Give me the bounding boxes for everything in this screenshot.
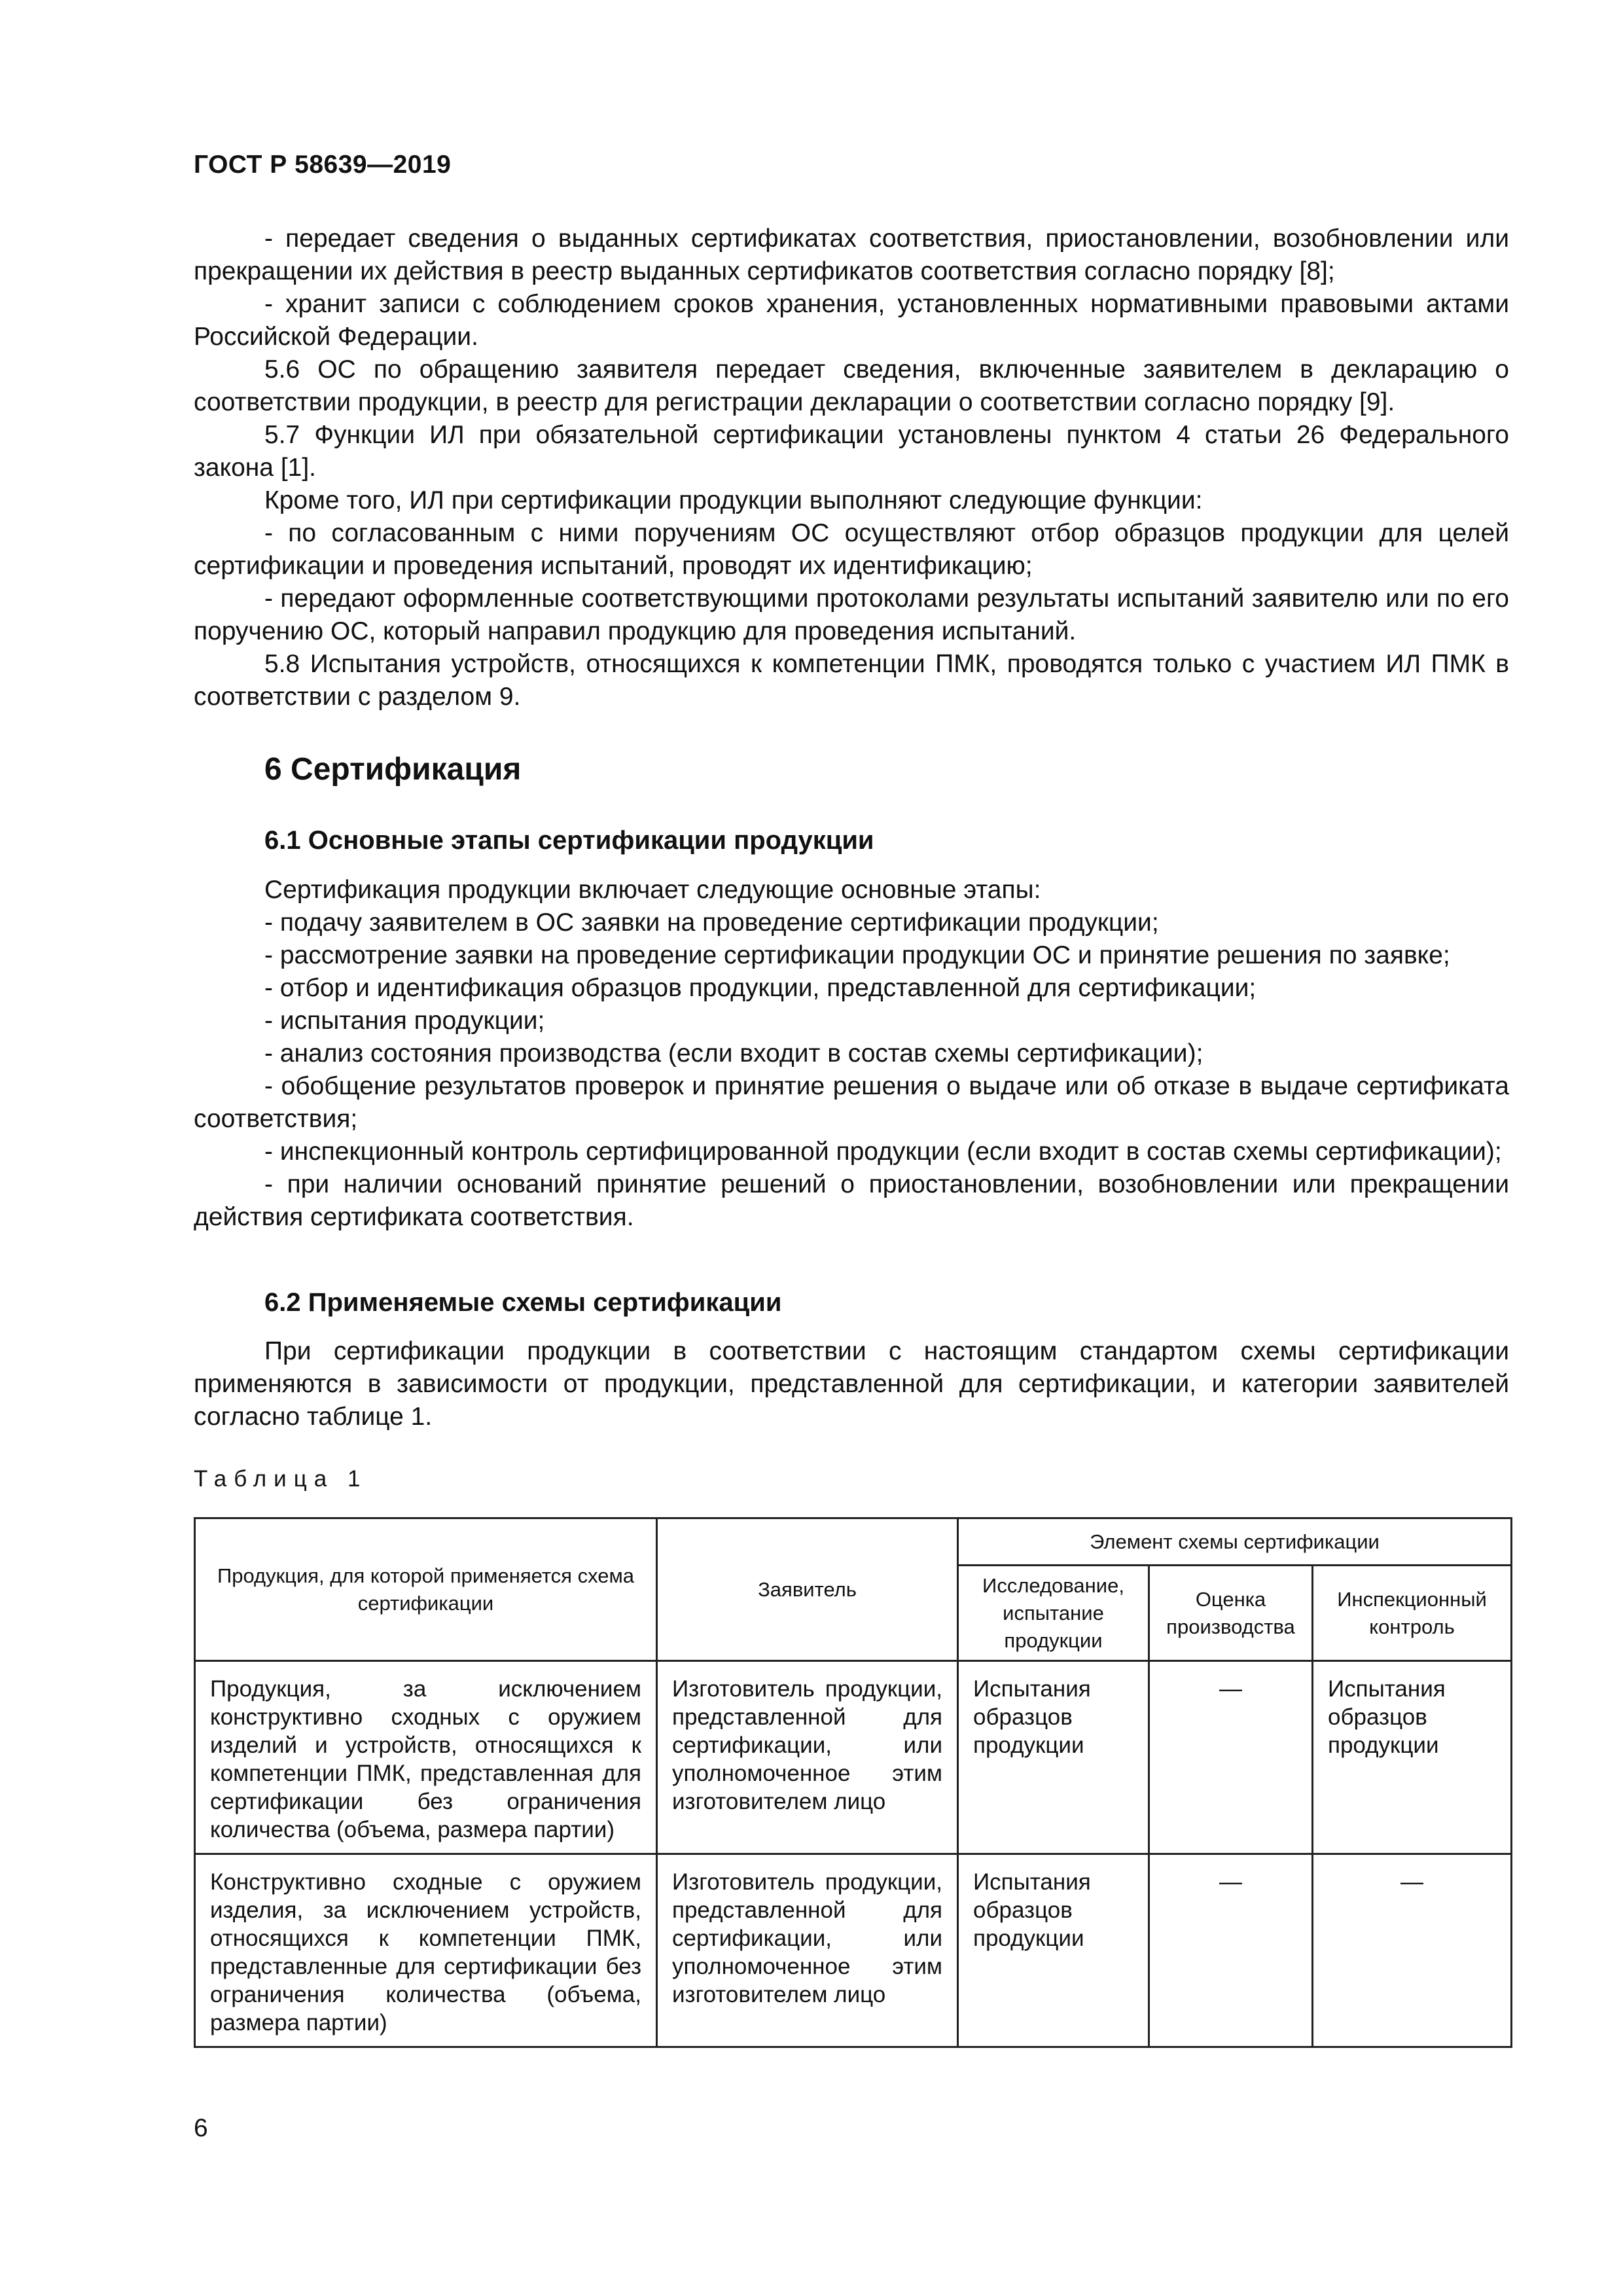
list-item: - обобщение результатов проверок и принятие решения о выдаче или об отказе в выдаче сертификата соответствия; bbox=[194, 1072, 1509, 1133]
header-element-group: Элемент схемы сертификации bbox=[958, 1518, 1512, 1566]
paragraph: При сертификации продукции в соответствии с настоящим стандартом схемы сертификации применяются в зависимости от продукции, представленной для сертификации, и категории заявителей согласно таблице 1. bbox=[194, 1337, 1509, 1431]
header-inspection: Инспекционный контроль bbox=[1313, 1566, 1512, 1661]
paragraph: - передают оформленные соответствующими протоколами результаты испытаний заявителю или по его поручению ОС, который направил продукцию для проведения испытаний. bbox=[194, 584, 1509, 645]
subsection-6-1-heading: 6.1 Основные этапы сертификации продукции bbox=[264, 826, 874, 855]
cell-applicant: Изготовитель продукции, представленной для сертификации, или уполномоченное этим изготовителем лицо bbox=[657, 1661, 958, 1854]
list-item: - анализ состояния производства (если входит в состав схемы сертификации); bbox=[264, 1039, 1204, 1067]
list-item: - при наличии оснований принятие решений о приостановлении, возобновлении или прекращении действия сертификата соответствия. bbox=[194, 1170, 1509, 1231]
paragraph-5-8: 5.8 Испытания устройств, относящихся к компетенции ПМК, проводятся только с участием ИЛ ПМК в соответствии с разделом 9. bbox=[194, 650, 1509, 711]
paragraph-5-6: 5.6 ОС по обращению заявителя передает сведения, включенные заявителем в декларацию о соответствии продукции, в реестр для регистрации декларации о соответствии согласно порядку [9]. bbox=[194, 355, 1509, 416]
table-row bbox=[195, 1854, 1512, 2047]
paragraph: Кроме того, ИЛ при сертификации продукции выполняют следующие функции: bbox=[264, 486, 1203, 514]
table-caption: Таблица 1 bbox=[194, 1466, 368, 1492]
paragraph: - передает сведения о выданных сертификатах соответствия, приостановлении, возобновлении или прекращении их действия в реестр выданных сертификатов соответствия согласно порядку [8]; bbox=[194, 224, 1509, 285]
cell-product: Конструктивно сходные с оружием изделия, за исключением устройств, относящихся к компетенции ПМК, представленные для сертификации без ограничения количества (объема, размера партии) bbox=[195, 1854, 657, 2047]
page-number: 6 bbox=[194, 2114, 208, 2142]
cell-assessment: — bbox=[1149, 1854, 1313, 2047]
cell-research: Испытания образцов продукции bbox=[958, 1661, 1149, 1854]
list-item: - рассмотрение заявки на проведение сертификации продукции ОС и принятие решения по заявке; bbox=[264, 941, 1450, 969]
cell-product: Продукция, за исключением конструктивно сходных с оружием изделий и устройств, относящихся к компетенции ПМК, представленная для сертификации без ограничения количества (объема, размера партии) bbox=[195, 1661, 657, 1854]
document-code: ГОСТ Р 58639—2019 bbox=[194, 151, 452, 179]
cell-applicant: Изготовитель продукции, представленной для сертификации, или уполномоченное этим изготовителем лицо bbox=[657, 1854, 958, 2047]
paragraph: Сертификация продукции включает следующие основные этапы: bbox=[264, 876, 1041, 904]
paragraph: - хранит записи с соблюдением сроков хранения, установленных нормативными правовыми актами Российской Федерации. bbox=[194, 290, 1509, 351]
header-assessment: Оценка производства bbox=[1149, 1566, 1313, 1661]
list-item: - испытания продукции; bbox=[264, 1007, 545, 1035]
table-row bbox=[195, 1661, 1512, 1854]
cell-assessment: — bbox=[1149, 1661, 1313, 1854]
header-product: Продукция, для которой применяется схема сертификации bbox=[195, 1518, 657, 1661]
paragraph: - по согласованным с ними поручениям ОС осуществляют отбор образцов продукции для целей сертификации и проведения испытаний, проводят их идентификацию; bbox=[194, 519, 1509, 580]
header-research: Исследование, испытание продукции bbox=[958, 1566, 1149, 1661]
cell-inspection: Испытания образцов продукции bbox=[1313, 1661, 1512, 1854]
certification-schemes-table bbox=[194, 1517, 1512, 2048]
cell-inspection: — bbox=[1313, 1854, 1512, 2047]
section5-continuation bbox=[194, 223, 1509, 713]
section-6-heading: 6 Сертификация bbox=[264, 752, 522, 787]
subsection-6-1-body bbox=[194, 874, 1509, 1234]
paragraph-5-7: 5.7 Функции ИЛ при обязательной сертификации установлены пунктом 4 статьи 26 Федерального закона [1]. bbox=[194, 421, 1509, 482]
list-item: - подачу заявителем в ОС заявки на проведение сертификации продукции; bbox=[264, 908, 1159, 937]
list-item: - инспекционный контроль сертифицированной продукции (если входит в состав схемы сертификации); bbox=[264, 1138, 1502, 1166]
subsection-6-2-heading: 6.2 Применяемые схемы сертификации bbox=[264, 1288, 782, 1317]
subsection-6-2-body bbox=[194, 1335, 1509, 1433]
header-applicant: Заявитель bbox=[657, 1518, 958, 1661]
cell-research: Испытания образцов продукции bbox=[958, 1854, 1149, 2047]
list-item: - отбор и идентификация образцов продукции, представленной для сертификации; bbox=[264, 974, 1257, 1002]
